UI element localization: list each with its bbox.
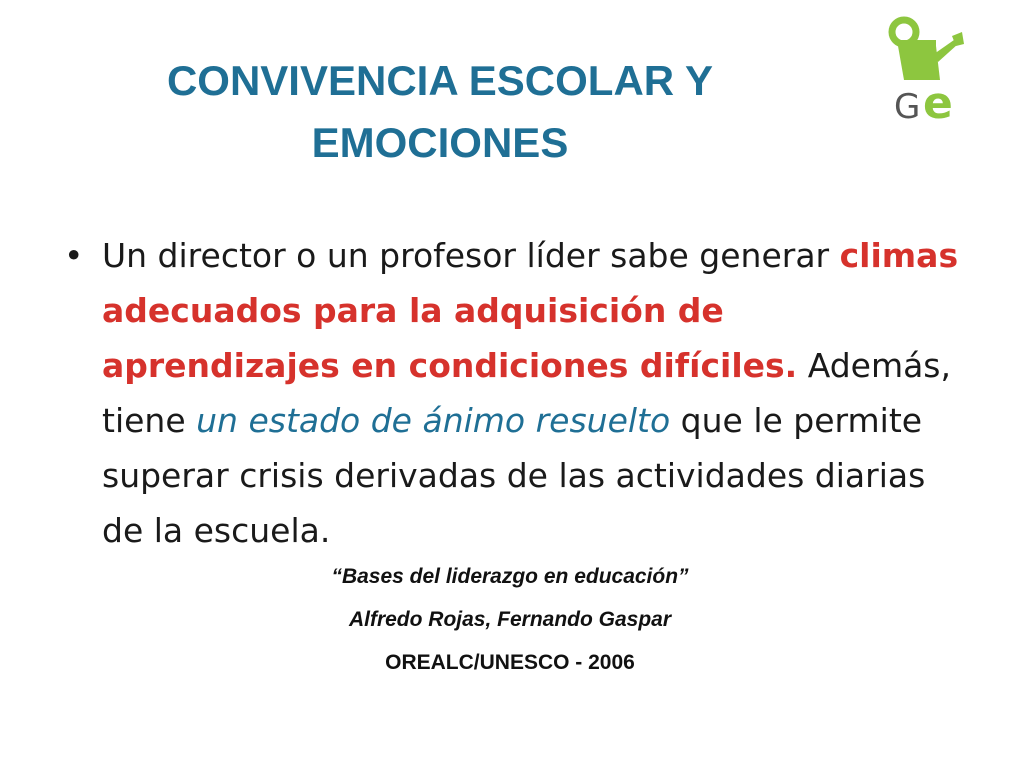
bullet-emphasis-red: climas adecuados para la adquisición de aprendizajes en condiciones difíciles. [102,236,959,385]
bullet-text-part-2: Además, tiene [102,346,951,440]
title-line-2: EMOCIONES [311,119,569,166]
slide-title [120,50,760,174]
bullet-item [60,228,960,558]
bullet-text-part-1: Un director o un profesor líder sabe generar [102,236,840,275]
bullet-dot-icon: • [64,236,84,275]
title-line-1: CONVIVENCIA ESCOLAR Y [166,57,714,104]
logo-letter-g: G [894,87,921,125]
watering-can-icon [880,10,980,125]
citation-title: “Bases del liderazgo en educación” [331,565,689,588]
ge-logo [880,10,980,125]
logo-letter-e: e [923,78,953,125]
bullet-text-part-3: que le permite superar crisis derivadas de las actividades diarias de la escuela. [102,401,926,550]
citation-authors: Alfredo Rojas, Fernando Gaspar [348,608,672,631]
slide-body [60,228,960,558]
citation-source: OREALC/UNESCO - 2006 [385,651,635,674]
bullet-emphasis-blue: un estado de ánimo resuelto [196,401,671,440]
